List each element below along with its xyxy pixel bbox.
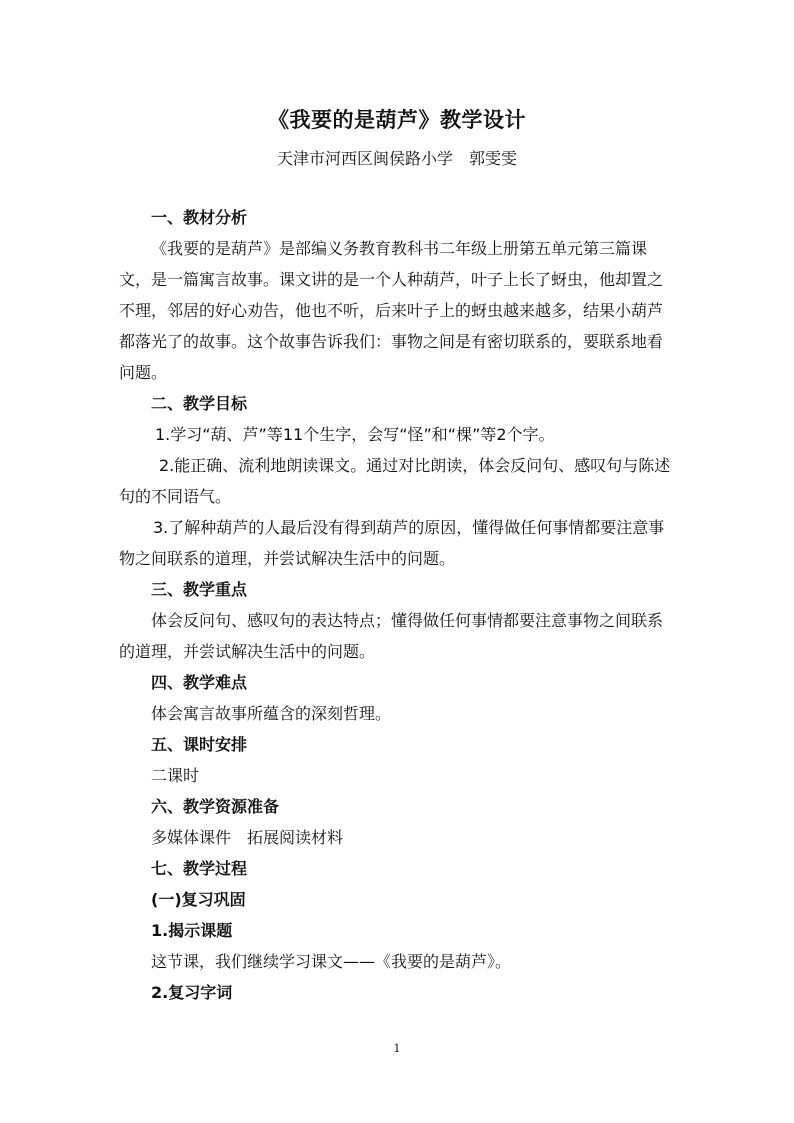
goal-item: 3.了解种葫芦的人最后没有得到葫芦的原因，懂得做任何事情都要注意事 <box>153 518 665 537</box>
page-number: 1 <box>393 1042 401 1055</box>
paragraph-line: 二课时 <box>151 766 200 785</box>
section-heading: 六、教学资源准备 <box>151 797 280 816</box>
section-heading: 五、课时安排 <box>151 735 248 754</box>
goal-item: 1.学习“葫、芦”等11个生字，会写“怪”和“棵”等2个字。 <box>155 425 555 444</box>
paragraph-line: 文，是一篇寓言故事。课文讲的是一个人种葫芦，叶子上长了蚜虫，他却置之 <box>119 270 664 289</box>
paragraph-line: 《我要的是葫芦》是部编义务教育教科书二年级上册第五单元第三篇课 <box>151 239 648 258</box>
paragraph-line: 多媒体课件 拓展阅读材料 <box>151 828 344 847</box>
document-body <box>119 202 674 1008</box>
section-heading: 一、教材分析 <box>151 208 248 227</box>
goal-item-continued: 物之间联系的道理，并尝试解决生活中的问题。 <box>119 549 456 568</box>
paragraph-line: 不理，邻居的好心劝告，他也不听，后来叶子上的蚜虫越来越多，结果小葫芦 <box>119 301 664 320</box>
step-heading: 2.复习字词 <box>151 983 233 1002</box>
section-heading: 七、教学过程 <box>151 859 248 878</box>
document-subtitle: 天津市河西区闽侯路小学 郭雯雯 <box>276 149 517 168</box>
paragraph-line: 体会反问句、感叹句的表达特点；懂得做任何事情都要注意事物之间联系 <box>151 611 664 630</box>
paragraph-line: 都落光了的故事。这个故事告诉我们：事物之间是有密切联系的，要联系地看 <box>119 332 664 351</box>
paragraph-line: 体会寓言故事所蕴含的深刻哲理。 <box>151 704 392 723</box>
paragraph-line: 这节课，我们继续学习课文——《我要的是葫芦》。 <box>151 952 512 971</box>
step-heading: 1.揭示课题 <box>151 921 233 940</box>
paragraph-line: 的道理，并尝试解决生活中的问题。 <box>119 642 376 661</box>
goal-item: 2.能正确、流利地朗读课文。通过对比朗读，体会反问句、感叹句与陈述 <box>159 456 671 475</box>
goal-item-continued: 句的不同语气。 <box>119 487 232 506</box>
document-title: 《我要的是葫芦》教学设计 <box>268 108 526 132</box>
paragraph-line: 问题。 <box>119 363 168 382</box>
subsection-heading: (一)复习巩固 <box>151 890 246 909</box>
section-heading: 三、教学重点 <box>151 580 248 599</box>
section-heading: 二、教学目标 <box>151 394 248 413</box>
section-heading: 四、教学难点 <box>151 673 248 692</box>
